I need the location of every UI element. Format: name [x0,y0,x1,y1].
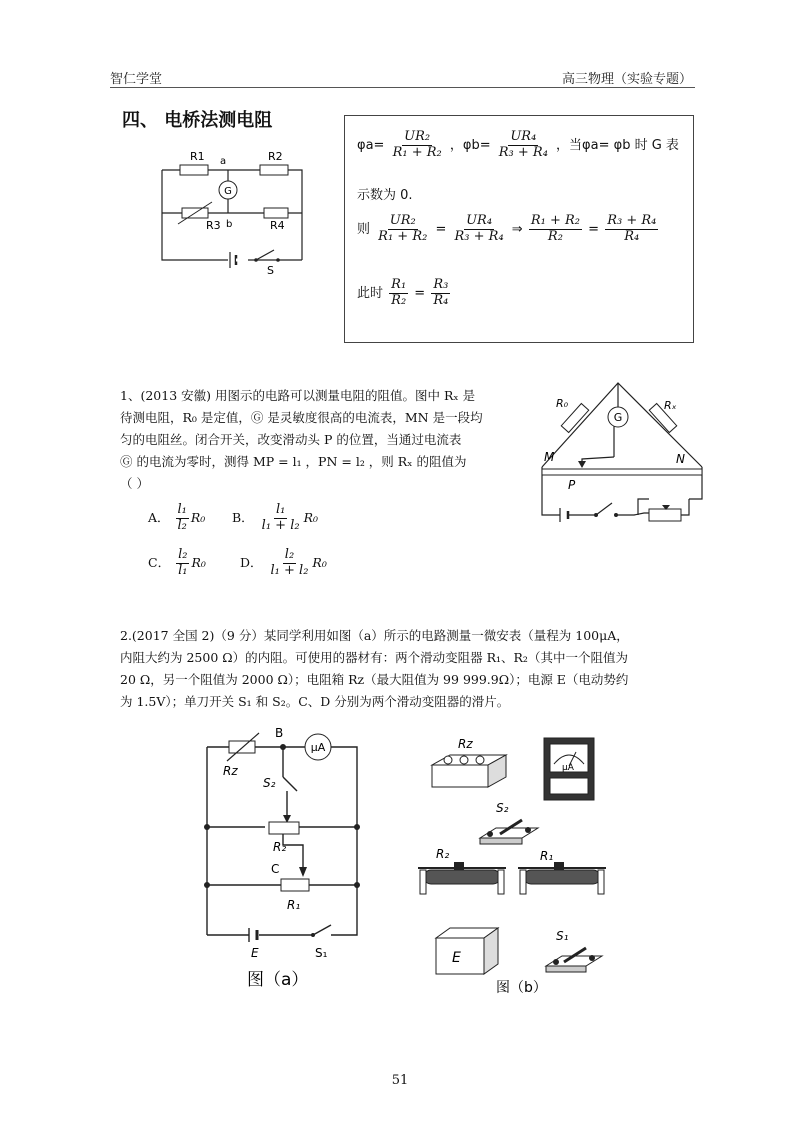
bridge-circuit-diagram [150,148,320,278]
svg-text:B: B [275,726,284,740]
r1-rheostat [281,879,309,891]
q1-circuit-diagram [524,375,712,533]
svg-text:S₂: S₂ [496,801,509,815]
svg-text:R₂: R₂ [273,840,287,854]
slider-p-arrow [578,461,586,468]
r1-resistor [180,165,208,175]
option-a[interactable]: A． $\frac{\text{l₁}}{\text{l₂}}$ R₀ [148,502,206,533]
s1-switch-icon [313,925,331,935]
phi-b-label: ，φb= [449,137,491,153]
phi-a-label: φa= [357,137,385,153]
s1-switch-device-icon [546,948,602,972]
rz-resistance-box [229,741,255,753]
r4-label: R4 [270,219,285,232]
switch-label: S [267,264,274,277]
figure-b-apparatus [410,730,610,1000]
svg-text:R₂: R₂ [436,847,450,861]
microammeter-device-icon [544,738,594,800]
r2-rheostat [269,822,299,834]
figure-a-circuit [195,725,385,995]
node-b-label: b [226,219,233,230]
rheostat [649,509,681,521]
resistance-wire-mn [542,469,702,475]
switch-icon [256,250,274,260]
implies-symbol: ⇒ [511,221,523,237]
frac-ur2: $\frac{\text{UR₂}}{\text{R₁ + R₂}}$ [392,129,442,160]
condition-text: ，当φa= φb 时 G 表 [556,137,679,153]
then-label: 则 [357,221,371,237]
r4-resistor [264,208,288,218]
svg-text:S₁: S₁ [315,946,328,960]
header-right: 高三物理（实验专题） [561,72,692,87]
r2-resistor [260,165,288,175]
svg-text:N: N [676,452,685,466]
figure-a-caption: 图（a） [247,970,309,990]
option-b[interactable]: B． $\frac{\text{l₁}}{\text{l₁ + l₂}}$ R₀ [232,502,319,533]
svg-text:Rz: Rz [223,764,238,778]
resistance-box-icon [432,755,506,787]
g-label: G [224,186,232,197]
svg-text:R₁: R₁ [540,849,554,863]
option-c[interactable]: C． $\frac{\text{l₂}}{\text{l₁}}$ R₀ [148,547,206,578]
switch-icon [596,503,612,515]
result-line: 此时 $\frac{\text{R₁}}{\text{R₂}}$ = $\frac{\text{R₃}}{\text{R₄}}$ [357,277,449,308]
svg-text:S₁: S₁ [556,929,569,943]
svg-text:S₂: S₂ [263,776,276,790]
now-label: 此时 [357,285,384,301]
svg-text:P: P [568,478,576,492]
header-rule [110,87,695,88]
potential-line [357,130,679,161]
node-a-label: a [220,156,227,167]
r2-rheostat-device-icon [418,862,506,894]
option-d[interactable]: D． $\frac{\text{l₂}}{\text{l₁ + l₂}}$ R₀ [240,547,327,578]
derivation-box [344,115,694,343]
svg-text:μA: μA [562,763,574,773]
svg-text:R₀: R₀ [556,397,569,410]
svg-text:E: E [251,946,259,960]
battery-device-icon [436,928,498,974]
r2-label: R2 [268,150,283,163]
svg-text:Rₓ: Rₓ [664,399,677,412]
page-number: 51 [391,1073,409,1088]
figure-b-caption: 图（b） [496,980,547,996]
svg-text:E: E [452,950,461,966]
section-title: 四、 电桥法测电阻 [122,110,273,131]
svg-text:M: M [544,450,555,464]
s2-switch-icon [283,777,297,791]
frac-ur4: $\frac{\text{UR₄}}{\text{R₃ + R₄}}$ [498,129,548,160]
svg-text:Rz: Rz [458,737,473,751]
header-left: 智仁学堂 [110,72,163,87]
svg-text:C: C [271,862,280,876]
svg-text:G: G [613,411,623,424]
zero-reading-text: 示数为 0. [357,188,413,203]
s2-switch-device-icon [480,820,538,844]
r1-label: R1 [190,150,205,163]
svg-text:μA: μA [310,741,326,754]
r1-rheostat-device-icon [518,862,606,894]
svg-text:R₁: R₁ [287,898,301,912]
derivation-line: 则 $\frac{\text{UR₂}}{\text{R₁ + R₂}}$ = $\frac{\text{UR₄}}{\text{R₃ + R₄}}$ ⇒ $\frac{\text{R₁ + R₂}}{\text{R₂}}$ = $\frac{\text{R₃ + R₄}}{\text{R₄}}$ [357,213,657,244]
r3-label: R3 [206,219,221,232]
question-1-text: 1、(2013 安徽) 用图示的电路可以测量电阻的阻值。图中 Rₓ 是 待测电阻，R₀ 是定值，Ⓖ 是灵敏度很高的电流表，MN 是一段均 匀的电阻丝。闭合开关，改变滑动头 P 的位置，当通过电流表 Ⓖ 的电流为零时，测得 MP = l₁ ，PN = l₂ ，则 Rₓ 的阻值为 （ ） [120,388,483,491]
question-2-text: 2.(2017 全国 2)（9 分）某同学利用如图（a）所示的电路测量一微安表（量程为 100μA， 内阻大约为 2500 Ω）的内阻。可使用的器材有：两个滑动变阻器 R₁、R₂（其中一个阻值为 20 Ω，另一个阻值为 2000 Ω）；电阻箱 Rz（最大阻值为 99 999.9Ω）；电源 E（电动势约 为 1.5V）；单刀开关 S₁ 和 S₂。C、D 分别为两个滑动变阻器的滑片。 [120,628,629,709]
